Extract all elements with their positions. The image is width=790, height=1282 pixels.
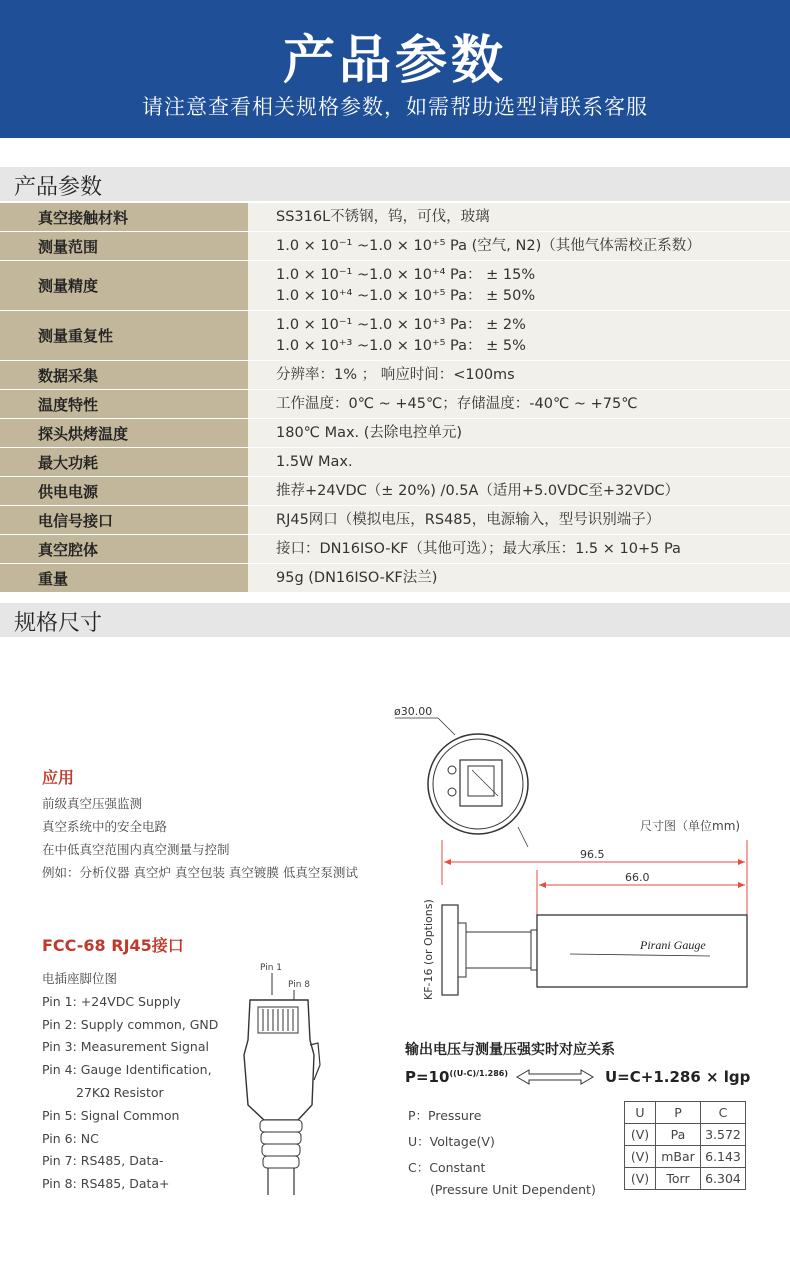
param-row <box>0 311 790 361</box>
header-banner <box>0 0 790 138</box>
legend-item: U：Voltage(V) <box>408 1134 495 1149</box>
param-value <box>248 311 790 360</box>
table-cell: (V) <box>625 1168 656 1190</box>
param-label: 电信号接口 <box>0 506 248 534</box>
table-header-cell: U <box>625 1102 656 1124</box>
param-label: 数据采集 <box>0 361 248 389</box>
params-heading-text: 产品参数 <box>14 175 103 200</box>
table-cell: 6.143 <box>701 1146 746 1168</box>
rj45-plug-illustration <box>230 955 340 1195</box>
param-value-line: 推荐+24VDC（± 20%) /0.5A（适用+5.0VDC至+32VDC） <box>276 482 680 499</box>
table-row <box>625 1124 746 1146</box>
application-item: 真空系统中的安全电路 <box>42 819 168 834</box>
param-label: 供电电源 <box>0 477 248 505</box>
page-title: 产品参数 <box>282 31 507 91</box>
gauge-body-label: Pirani Gauge <box>640 938 706 952</box>
params-table <box>0 203 790 593</box>
pin-item: Pin 8: RS485, Data+ <box>42 1176 170 1192</box>
pin-item: Pin 1: +24VDC Supply <box>42 993 181 1009</box>
param-row <box>0 203 790 232</box>
param-value-line: SS316L不锈钢，钨，可伐，玻璃 <box>276 208 490 225</box>
param-label: 重量 <box>0 564 248 592</box>
param-row <box>0 564 790 593</box>
table-row <box>625 1146 746 1168</box>
param-value <box>248 232 790 260</box>
table-cell: Pa <box>656 1124 701 1146</box>
table-cell: 6.304 <box>701 1168 746 1190</box>
param-value-line: 1.5W Max. <box>276 453 353 470</box>
pin1-label: Pin 1 <box>260 963 283 973</box>
param-value <box>248 390 790 418</box>
param-value <box>248 419 790 447</box>
param-value-line: RJ45网口（模拟电压，RS485，电源输入，型号识别端子） <box>276 511 661 528</box>
formula-left: P=10 <box>405 1068 450 1086</box>
diameter-label: ø30.00 <box>394 705 433 718</box>
pin8-label: Pin 8 <box>288 980 311 990</box>
application-item: 在中低真空范围内真空测量与控制 <box>42 842 230 857</box>
legend-item: C：Constant <box>408 1160 486 1175</box>
param-value-line: 分辨率：1% ； 响应时间：<100ms <box>276 366 515 383</box>
param-row <box>0 232 790 261</box>
table-row <box>625 1168 746 1190</box>
param-value <box>248 203 790 231</box>
param-label: 测量精度 <box>0 261 248 310</box>
dimensions-section <box>0 655 790 1282</box>
table-cell: (V) <box>625 1124 656 1146</box>
length-total-label: 96.5 <box>580 848 605 861</box>
param-value <box>248 261 790 310</box>
pin-item: Pin 4: Gauge Identification, <box>42 1062 212 1078</box>
formula <box>405 1068 751 1086</box>
param-value <box>248 477 790 505</box>
page-subtitle: 请注意查看相关规格参数，如需帮助选型请联系客服 <box>142 95 648 119</box>
param-value <box>248 564 790 592</box>
param-value <box>248 506 790 534</box>
flange-label: KF-16 (or Options) <box>422 899 435 1000</box>
pin-item: Pin 2: Supply common, GND <box>42 1016 219 1032</box>
params-section-heading <box>0 167 790 201</box>
param-value-line: 1.0 × 10⁺³ ~1.0 × 10⁺⁵ Pa： ± 5% <box>276 337 526 354</box>
legend-item: P：Pressure <box>408 1108 482 1123</box>
param-value <box>248 361 790 389</box>
formula-right: U=C+1.286 × lgp <box>605 1068 751 1086</box>
param-row <box>0 261 790 311</box>
param-row <box>0 477 790 506</box>
param-label: 最大功耗 <box>0 448 248 476</box>
param-label: 温度特性 <box>0 390 248 418</box>
param-value-line: 95g (DN16ISO-KF法兰) <box>276 569 438 586</box>
table-header-row <box>625 1102 746 1124</box>
application-item: 前级真空压强监测 <box>42 796 143 811</box>
param-label: 真空腔体 <box>0 535 248 563</box>
dimensions-heading-text: 规格尺寸 <box>14 611 103 636</box>
pin-item: Pin 6: NC <box>42 1130 99 1146</box>
param-value-line: 1.0 × 10⁻¹ ~1.0 × 10⁺⁵ Pa (空气, N2)（其他气体需校正系数） <box>276 237 701 254</box>
param-row <box>0 419 790 448</box>
flange-end-view <box>394 700 550 850</box>
param-value-line: 1.0 × 10⁻¹ ~1.0 × 10⁺³ Pa： ± 2% <box>276 316 526 333</box>
unit-note: 尺寸图（单位mm) <box>640 819 741 833</box>
pin-item: Pin 7: RS485, Data- <box>42 1153 164 1169</box>
param-value-line: 接口：DN16ISO-KF（其他可选）；最大承压：1.5 × 10+5 Pa <box>276 540 681 557</box>
param-value-line: 工作温度：0℃ ~ +45℃；存储温度：-40℃ ~ +75℃ <box>276 395 638 412</box>
param-row <box>0 361 790 390</box>
table-cell: Torr <box>656 1168 701 1190</box>
length-body-label: 66.0 <box>625 871 650 884</box>
double-arrow-icon <box>515 1068 595 1086</box>
param-label: 探头烘烤温度 <box>0 419 248 447</box>
table-cell: (V) <box>625 1146 656 1168</box>
gauge-side-view <box>420 835 760 1015</box>
pin-list <box>42 968 218 1196</box>
output-relation-title: 输出电压与测量压强实时对应关系 <box>405 1042 615 1058</box>
param-label: 测量重复性 <box>0 311 248 360</box>
param-row <box>0 390 790 419</box>
table-header-cell: P <box>656 1102 701 1124</box>
formula-exponent: ((U-C)/1.286) <box>449 1069 508 1078</box>
param-row <box>0 448 790 477</box>
application-item: 例如：分析仪器 真空炉 真空包装 真空镀膜 低真空泵测试 <box>42 865 358 880</box>
legend-item: (Pressure Unit Dependent) <box>430 1182 596 1197</box>
dimensions-section-heading <box>0 603 790 637</box>
pin-item: 27KΩ Resistor <box>76 1084 164 1100</box>
table-cell: mBar <box>656 1146 701 1168</box>
table-header-cell: C <box>701 1102 746 1124</box>
formula-legend <box>408 1103 596 1199</box>
pin-item: Pin 3: Measurement Signal <box>42 1039 209 1055</box>
param-label: 测量范围 <box>0 232 248 260</box>
pin-list-subtitle: 电插座脚位图 <box>42 971 118 986</box>
param-value <box>248 448 790 476</box>
param-row <box>0 506 790 535</box>
connector-title: FCC-68 RJ45接口 <box>42 936 184 955</box>
application-title: 应用 <box>42 768 75 787</box>
table-cell: 3.572 <box>701 1124 746 1146</box>
pin-item: Pin 5: Signal Common <box>42 1107 180 1123</box>
param-value-line: 180℃ Max. (去除电控单元) <box>276 424 463 441</box>
application-list <box>42 792 358 884</box>
param-value-line: 1.0 × 10⁺⁴ ~1.0 × 10⁺⁵ Pa： ± 50% <box>276 287 536 304</box>
constant-table <box>624 1101 746 1190</box>
param-row <box>0 535 790 564</box>
param-label: 真空接触材料 <box>0 203 248 231</box>
param-value <box>248 535 790 563</box>
param-value-line: 1.0 × 10⁻¹ ~1.0 × 10⁺⁴ Pa： ± 15% <box>276 266 536 283</box>
